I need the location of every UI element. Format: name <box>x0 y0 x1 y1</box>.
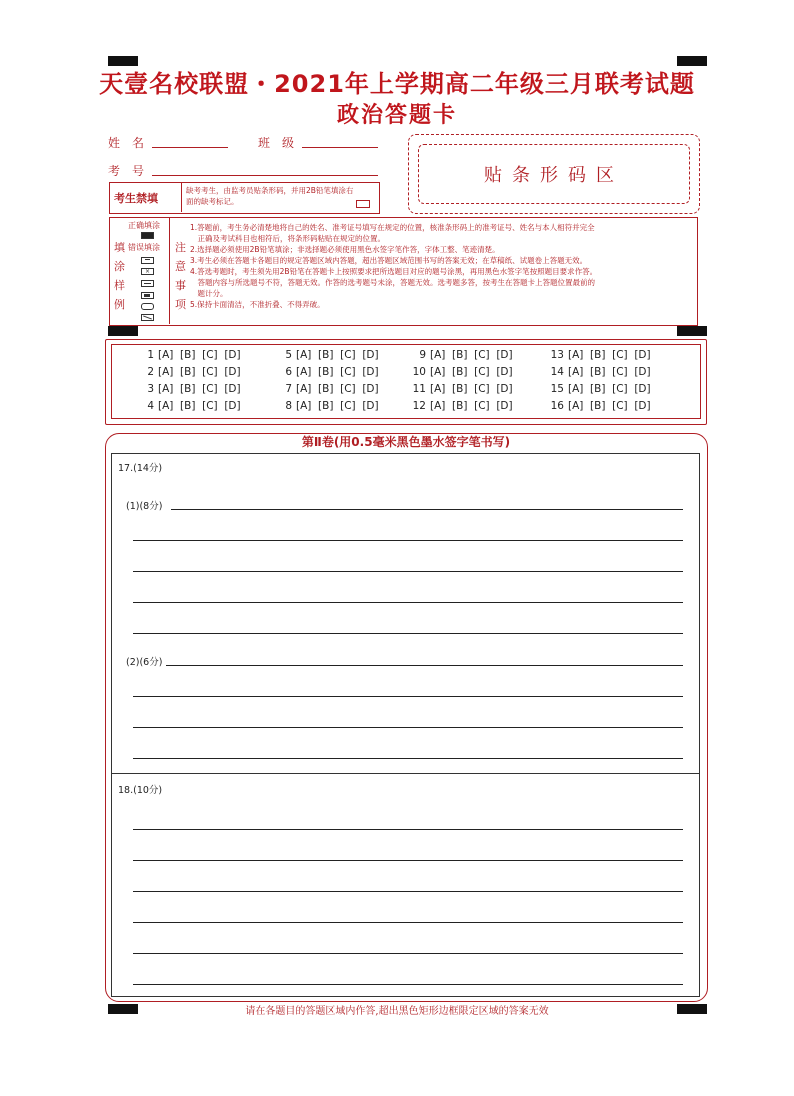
choice-options[interactable]: [A] [B] [C] [D] <box>158 366 241 378</box>
choice-number: 10 <box>412 366 426 378</box>
choice-options[interactable]: [A] [B] [C] [D] <box>430 366 513 378</box>
choice-item[interactable] <box>278 349 379 361</box>
answer-line[interactable] <box>133 984 683 985</box>
wrong-fill-label: 错误填涂 <box>128 243 160 252</box>
answer-line[interactable] <box>133 953 683 954</box>
choice-item[interactable] <box>278 383 379 395</box>
choice-item[interactable] <box>412 366 513 378</box>
choice-number: 3 <box>147 383 154 395</box>
answer-line[interactable] <box>133 696 683 697</box>
answer-line[interactable] <box>133 829 683 830</box>
wrong-fill-mark-diagonal <box>141 314 154 321</box>
footer-note: 请在各题目的答题区域内作答,超出黑色矩形边框限定区域的答案无效 <box>245 1006 549 1017</box>
choice-options[interactable]: [A] [B] [C] [D] <box>158 383 241 395</box>
answer-line[interactable] <box>133 727 683 728</box>
choice-options[interactable]: [A] [B] [C] [D] <box>430 400 513 412</box>
fill-example-side-label: 填 涂 样 例 <box>114 241 125 311</box>
choice-options[interactable]: [A] [B] [C] [D] <box>430 349 513 361</box>
choice-number: 9 <box>419 349 426 361</box>
registration-mark <box>677 326 707 336</box>
choice-number: 7 <box>285 383 292 395</box>
wrong-fill-mark-lines <box>141 280 154 287</box>
notes-text: 1.答题前，考生务必清楚地将自己的姓名、准考证号填写在规定的位置，核准条形码上的准考证号、姓名与本人相符并完全 正确及考试科目也相符后，将条形码粘贴在规定的位置。 2.选择题必须使用2B铅笔填涂；非选择题必须使用黑色水签字笔作答，字体工整、笔迹清楚。 3.考生必须在答题卡各题目的规定答题区域内答题，超出答题区域范围书写的答案无效；在草稿纸、试题卷上答题无效。 4.答选考题时，考生须先用2B铅笔在答题卡上按照要求把所选题目对应的题号涂黑，再用黑色水签字笔按照题目要求作答。 答题内容与所选题号不符，答题无效。作答的选考题号未涂，答题无效。选考题多答，按考生在答题卡上答题位置最前的 题计分。 5.保持卡面清洁，不准折叠、不得弄破。 <box>190 223 598 309</box>
choice-item[interactable] <box>550 349 651 361</box>
wrong-fill-mark-dash <box>141 257 154 264</box>
choice-number: 5 <box>285 349 292 361</box>
answer-line[interactable] <box>133 633 683 634</box>
notes-side-label: 注 意 事 项 <box>175 241 186 311</box>
sheet-title: 天壹名校联盟・2021年上学期高二年级三月联考试题 <box>99 70 695 98</box>
choice-number: 6 <box>285 366 292 378</box>
choice-options[interactable]: [A] [B] [C] [D] <box>568 349 651 361</box>
answer-line[interactable] <box>133 602 683 603</box>
choice-item[interactable] <box>412 400 513 412</box>
choice-options[interactable]: [A] [B] [C] [D] <box>296 366 379 378</box>
answer-line[interactable] <box>133 540 683 541</box>
q17-2-label: (2)(6分) <box>126 657 163 668</box>
answer-line[interactable] <box>133 758 683 759</box>
q17-label: 17.(14分) <box>118 463 163 474</box>
choice-number: 8 <box>285 400 292 412</box>
choice-item[interactable] <box>550 366 651 378</box>
wrong-fill-mark-circle <box>141 303 154 310</box>
q18-label: 18.(10分) <box>118 785 163 796</box>
choice-options[interactable]: [A] [B] [C] [D] <box>430 383 513 395</box>
choice-number: 16 <box>550 400 564 412</box>
choice-item[interactable] <box>140 366 241 378</box>
choice-item[interactable] <box>412 349 513 361</box>
answer-line[interactable] <box>171 509 683 510</box>
exam-no-label: 考 号 <box>108 164 145 178</box>
choice-options[interactable]: [A] [B] [C] [D] <box>296 383 379 395</box>
absent-text-line1: 缺考考生，由监考员贴条形码，并用2B铅笔填涂右 <box>186 186 354 195</box>
correct-fill-label: 正确填涂 <box>128 221 160 230</box>
choice-options[interactable]: [A] [B] [C] [D] <box>568 366 651 378</box>
choice-number: 1 <box>147 349 154 361</box>
exam-no-field[interactable] <box>152 175 378 176</box>
name-field[interactable] <box>152 147 228 148</box>
choice-item[interactable] <box>140 349 241 361</box>
choice-options[interactable]: [A] [B] [C] [D] <box>158 400 241 412</box>
sheet-subtitle: 政治答题卡 <box>336 103 457 128</box>
choice-options[interactable]: [A] [B] [C] [D] <box>568 383 651 395</box>
choice-number: 13 <box>550 349 564 361</box>
absent-mark-box[interactable] <box>356 200 370 208</box>
choice-number: 14 <box>550 366 564 378</box>
choice-options[interactable]: [A] [B] [C] [D] <box>296 400 379 412</box>
choice-number: 11 <box>412 383 426 395</box>
registration-mark <box>108 326 138 336</box>
choice-item[interactable] <box>140 383 241 395</box>
choice-number: 12 <box>412 400 426 412</box>
choice-item[interactable] <box>412 383 513 395</box>
wrong-fill-mark-partial <box>141 292 154 299</box>
choice-item[interactable] <box>550 383 651 395</box>
answer-line[interactable] <box>133 860 683 861</box>
absent-text-line2: 面的缺考标记。 <box>186 197 239 206</box>
class-label: 班 级 <box>258 136 295 150</box>
choice-number: 4 <box>147 400 154 412</box>
choice-options[interactable]: [A] [B] [C] [D] <box>158 349 241 361</box>
choice-options[interactable]: [A] [B] [C] [D] <box>296 349 379 361</box>
choice-item[interactable] <box>278 366 379 378</box>
absent-label: 考生禁填 <box>114 192 158 205</box>
answer-line[interactable] <box>166 665 683 666</box>
name-label: 姓 名 <box>108 136 145 150</box>
answer-line[interactable] <box>133 571 683 572</box>
class-field[interactable] <box>302 147 378 148</box>
choice-number: 2 <box>147 366 154 378</box>
wrong-fill-mark-cross: × <box>141 268 154 275</box>
choice-options[interactable]: [A] [B] [C] [D] <box>568 400 651 412</box>
q17-1-label: (1)(8分) <box>126 501 163 512</box>
q17-q18-divider <box>111 773 700 774</box>
barcode-area: 贴条形码区 <box>418 144 690 204</box>
choice-number: 15 <box>550 383 564 395</box>
choice-item[interactable] <box>278 400 379 412</box>
section2-header: 第Ⅱ卷(用0.5毫米黑色墨水签字笔书写) <box>301 435 511 449</box>
answer-line[interactable] <box>133 922 683 923</box>
choice-item[interactable] <box>550 400 651 412</box>
answer-line[interactable] <box>133 891 683 892</box>
correct-fill-mark <box>141 232 154 239</box>
section2-inner <box>111 453 700 997</box>
choice-item[interactable] <box>140 400 241 412</box>
